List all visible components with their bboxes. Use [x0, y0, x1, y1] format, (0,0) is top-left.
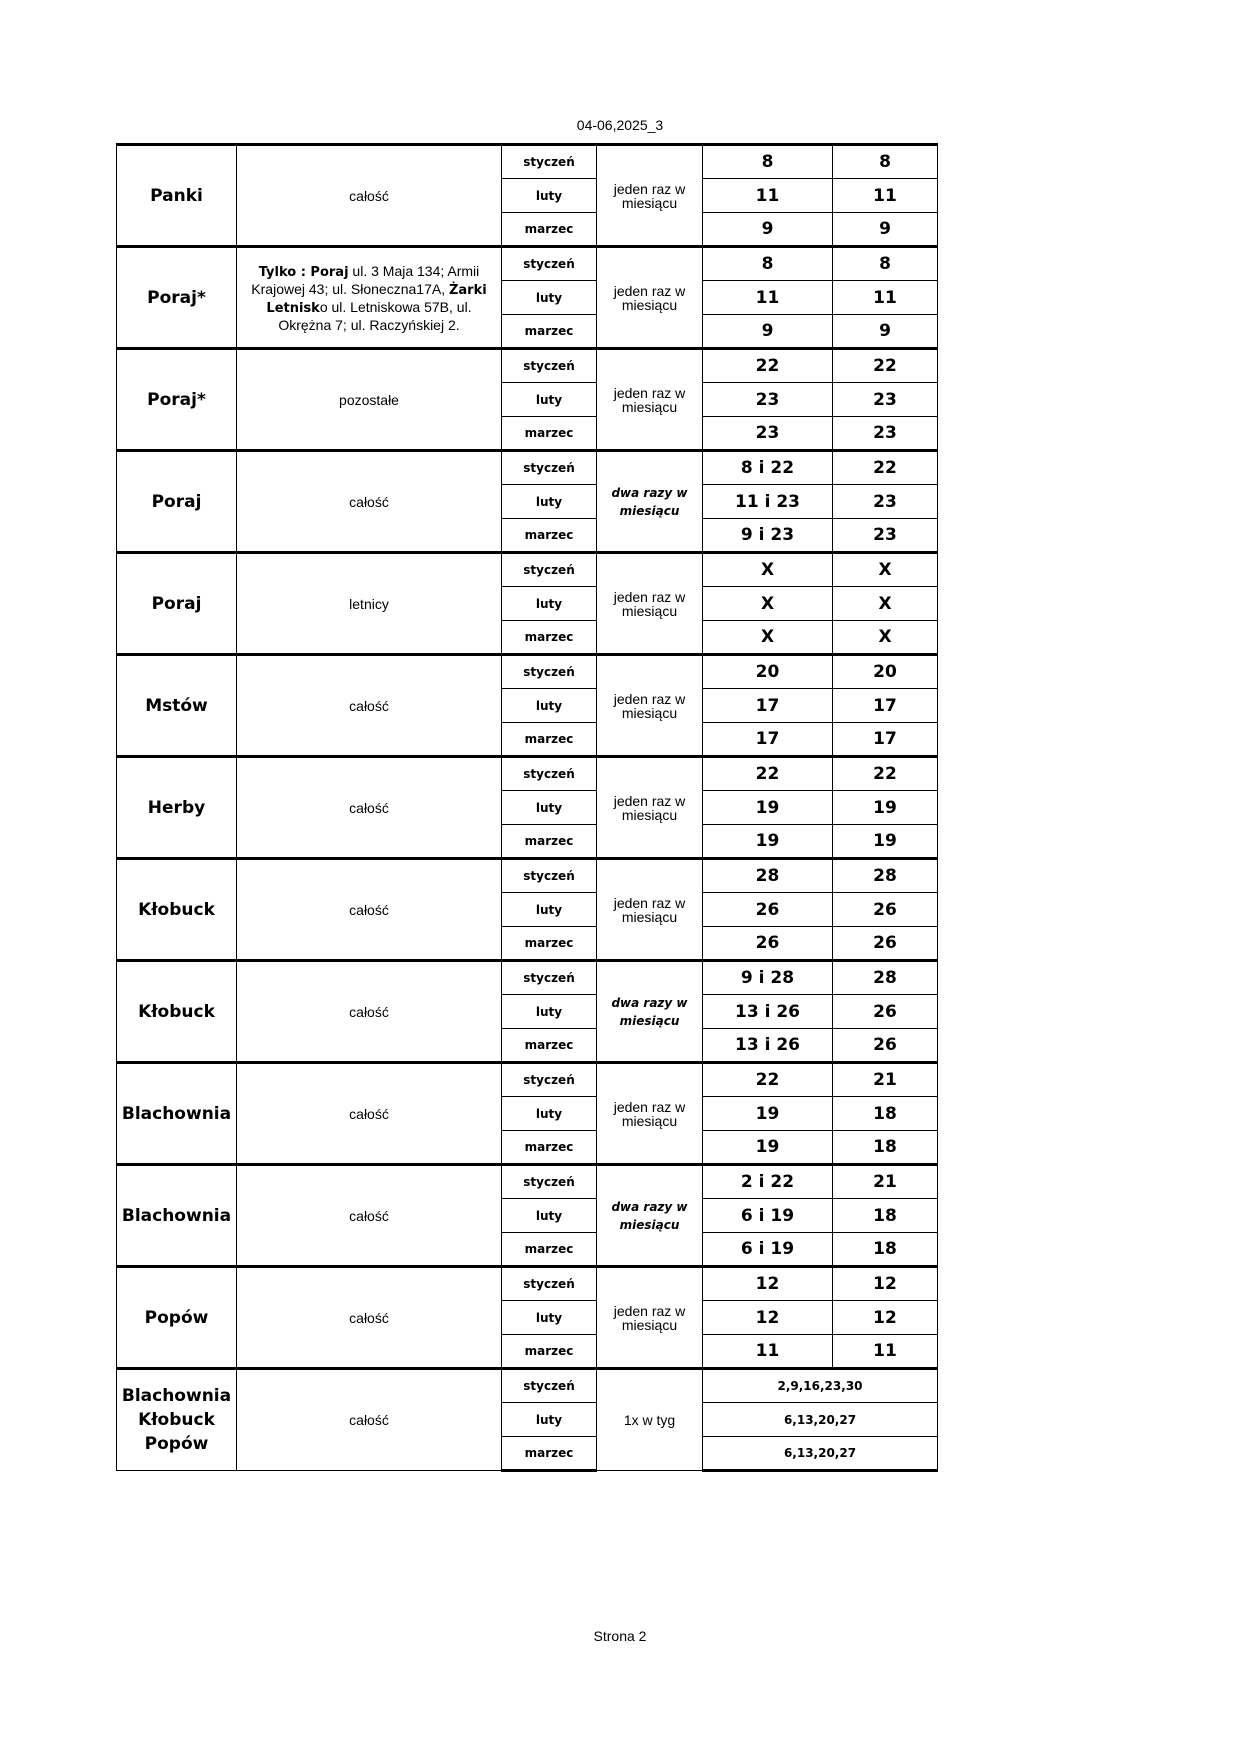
date-value-a: 11 — [703, 281, 833, 315]
date-value-b: 28 — [833, 961, 938, 995]
frequency-label: jeden raz w miesiącu — [597, 655, 703, 757]
date-value-b: 18 — [833, 1233, 938, 1267]
frequency-label: dwa razy w miesiącu — [597, 961, 703, 1063]
table-row — [117, 553, 938, 587]
date-value-b: 11 — [833, 281, 938, 315]
area-segment: Tylko : Poraj — [258, 264, 349, 280]
month-label: marzec — [502, 927, 597, 961]
date-value-a: 9 i 23 — [703, 519, 833, 553]
month-label: marzec — [502, 417, 597, 451]
group-name: Popów — [117, 1267, 237, 1369]
frequency-label: 1x w tyg — [597, 1369, 703, 1471]
month-label: marzec — [502, 315, 597, 349]
group-name: Poraj — [117, 553, 237, 655]
date-value-a: 11 — [703, 1335, 833, 1369]
date-value-b: X — [833, 553, 938, 587]
group-name: Poraj* — [117, 247, 237, 349]
month-label: marzec — [502, 621, 597, 655]
date-value-b: 21 — [833, 1063, 938, 1097]
date-value-b: 17 — [833, 723, 938, 757]
month-label: marzec — [502, 519, 597, 553]
date-value-b: 22 — [833, 757, 938, 791]
month-label: marzec — [502, 723, 597, 757]
group-name: Kłobuck — [117, 961, 237, 1063]
date-value-a: 23 — [703, 417, 833, 451]
date-value-a: 22 — [703, 349, 833, 383]
group-area: całość — [237, 961, 502, 1063]
date-value-a: 20 — [703, 655, 833, 689]
group-name: Blachownia — [117, 1165, 237, 1267]
frequency-label: jeden raz w miesiącu — [597, 859, 703, 961]
month-label: luty — [502, 1301, 597, 1335]
date-value-a: 8 i 22 — [703, 451, 833, 485]
table-row — [117, 757, 938, 791]
schedule-table — [116, 143, 938, 1472]
month-label: luty — [502, 587, 597, 621]
month-label: styczeń — [502, 1063, 597, 1097]
month-label: luty — [502, 689, 597, 723]
table-row — [117, 451, 938, 485]
date-value-b: 21 — [833, 1165, 938, 1199]
date-value-a: 9 i 28 — [703, 961, 833, 995]
date-value-b: 17 — [833, 689, 938, 723]
month-label: styczeń — [502, 145, 597, 179]
group-area — [237, 247, 502, 349]
date-value-a: 17 — [703, 689, 833, 723]
date-value-b: 22 — [833, 349, 938, 383]
date-value-a: 19 — [703, 791, 833, 825]
date-value-b: 18 — [833, 1199, 938, 1233]
date-value-a: 22 — [703, 1063, 833, 1097]
month-label: marzec — [502, 1029, 597, 1063]
group-area: całość — [237, 145, 502, 247]
month-label: luty — [502, 1097, 597, 1131]
month-label: styczeń — [502, 1369, 597, 1403]
group-name: Herby — [117, 757, 237, 859]
date-value-b: 23 — [833, 383, 938, 417]
date-value-b: 11 — [833, 179, 938, 213]
group-area: całość — [237, 1369, 502, 1471]
group-name: Blachownia — [117, 1063, 237, 1165]
area-segment: o ul. Letniskowa 57B, ul. Okrężna 7; ul. Raczyńskiej 2. — [278, 298, 472, 333]
month-label: styczeń — [502, 655, 597, 689]
month-label: marzec — [502, 1335, 597, 1369]
date-value-a: X — [703, 621, 833, 655]
date-value-a: 17 — [703, 723, 833, 757]
group-name-line: Kłobuck — [138, 1410, 215, 1430]
table-row — [117, 247, 938, 281]
date-value-b: 23 — [833, 485, 938, 519]
table-row — [117, 1369, 938, 1403]
date-value-a: 26 — [703, 893, 833, 927]
date-value-a: 19 — [703, 825, 833, 859]
group-name-line: Blachownia — [121, 1386, 232, 1406]
month-label: styczeń — [502, 757, 597, 791]
group-area: całość — [237, 859, 502, 961]
group-name-line: Popów — [144, 1434, 209, 1454]
date-value-b: 8 — [833, 247, 938, 281]
date-value-b: 8 — [833, 145, 938, 179]
date-value-merged: 2,9,16,23,30 — [703, 1369, 938, 1403]
frequency-label: dwa razy w miesiącu — [597, 1165, 703, 1267]
month-label: luty — [502, 179, 597, 213]
table-row — [117, 655, 938, 689]
date-value-b: 12 — [833, 1267, 938, 1301]
frequency-label: jeden raz w miesiącu — [597, 247, 703, 349]
month-label: styczeń — [502, 451, 597, 485]
table-row — [117, 145, 938, 179]
date-value-b: 26 — [833, 995, 938, 1029]
group-area: całość — [237, 451, 502, 553]
month-label: marzec — [502, 1131, 597, 1165]
group-area: letnicy — [237, 553, 502, 655]
date-value-a: X — [703, 553, 833, 587]
page-footer: Strona 2 — [593, 1628, 647, 1644]
month-label: styczeń — [502, 553, 597, 587]
date-value-b: 12 — [833, 1301, 938, 1335]
table-row — [117, 349, 938, 383]
date-value-a: 11 i 23 — [703, 485, 833, 519]
date-value-a: 2 i 22 — [703, 1165, 833, 1199]
date-value-b: 28 — [833, 859, 938, 893]
date-value-a: 13 i 26 — [703, 1029, 833, 1063]
group-area: całość — [237, 1165, 502, 1267]
group-area: całość — [237, 655, 502, 757]
date-value-a: 23 — [703, 383, 833, 417]
date-value-b: 18 — [833, 1097, 938, 1131]
month-label: styczeń — [502, 859, 597, 893]
group-name: Mstów — [117, 655, 237, 757]
date-value-a: 6 i 19 — [703, 1233, 833, 1267]
table-row — [117, 1267, 938, 1301]
date-value-b: 9 — [833, 213, 938, 247]
month-label: luty — [502, 1199, 597, 1233]
group-area: całość — [237, 1267, 502, 1369]
date-value-b: 9 — [833, 315, 938, 349]
month-label: luty — [502, 893, 597, 927]
date-value-merged: 6,13,20,27 — [703, 1437, 938, 1471]
date-value-a: 12 — [703, 1267, 833, 1301]
group-name: Kłobuck — [117, 859, 237, 961]
date-value-b: 22 — [833, 451, 938, 485]
month-label: marzec — [502, 213, 597, 247]
date-value-a: 26 — [703, 927, 833, 961]
date-value-a: 13 i 26 — [703, 995, 833, 1029]
date-value-a: 9 — [703, 213, 833, 247]
group-area: całość — [237, 1063, 502, 1165]
date-value-a: 19 — [703, 1097, 833, 1131]
area-segment: Żarki Letnisk — [266, 282, 487, 316]
month-label: luty — [502, 995, 597, 1029]
date-value-a: 6 i 19 — [703, 1199, 833, 1233]
frequency-label: jeden raz w miesiącu — [597, 757, 703, 859]
date-value-a: 28 — [703, 859, 833, 893]
month-label: styczeń — [502, 247, 597, 281]
page-header: 04-06,2025_3 — [576, 117, 664, 133]
table-row — [117, 859, 938, 893]
frequency-label: jeden raz w miesiącu — [597, 145, 703, 247]
group-area: całość — [237, 757, 502, 859]
table-row — [117, 1165, 938, 1199]
date-value-b: 11 — [833, 1335, 938, 1369]
month-label: styczeń — [502, 1267, 597, 1301]
date-value-a: 9 — [703, 315, 833, 349]
month-label: luty — [502, 791, 597, 825]
frequency-label: jeden raz w miesiącu — [597, 349, 703, 451]
date-value-b: X — [833, 587, 938, 621]
date-value-a: 8 — [703, 247, 833, 281]
date-value-b: 19 — [833, 791, 938, 825]
date-value-b: 20 — [833, 655, 938, 689]
frequency-label: jeden raz w miesiącu — [597, 1267, 703, 1369]
month-label: styczeń — [502, 961, 597, 995]
date-value-b: 26 — [833, 927, 938, 961]
date-value-b: 19 — [833, 825, 938, 859]
date-value-merged: 6,13,20,27 — [703, 1403, 938, 1437]
date-value-a: 8 — [703, 145, 833, 179]
group-name: Poraj — [117, 451, 237, 553]
month-label: luty — [502, 281, 597, 315]
date-value-a: 11 — [703, 179, 833, 213]
frequency-label: jeden raz w miesiącu — [597, 1063, 703, 1165]
month-label: luty — [502, 485, 597, 519]
date-value-b: 26 — [833, 893, 938, 927]
date-value-a: 12 — [703, 1301, 833, 1335]
date-value-b: 23 — [833, 417, 938, 451]
month-label: luty — [502, 383, 597, 417]
month-label: styczeń — [502, 349, 597, 383]
group-area: pozostałe — [237, 349, 502, 451]
group-name: Panki — [117, 145, 237, 247]
table-row — [117, 961, 938, 995]
date-value-b: 18 — [833, 1131, 938, 1165]
date-value-b: 26 — [833, 1029, 938, 1063]
date-value-a: X — [703, 587, 833, 621]
table-row — [117, 1063, 938, 1097]
month-label: marzec — [502, 825, 597, 859]
date-value-b: X — [833, 621, 938, 655]
date-value-a: 22 — [703, 757, 833, 791]
frequency-label: jeden raz w miesiącu — [597, 553, 703, 655]
month-label: marzec — [502, 1233, 597, 1267]
date-value-b: 23 — [833, 519, 938, 553]
frequency-label: dwa razy w miesiącu — [597, 451, 703, 553]
date-value-a: 19 — [703, 1131, 833, 1165]
month-label: marzec — [502, 1437, 597, 1471]
month-label: styczeń — [502, 1165, 597, 1199]
group-name: Poraj* — [117, 349, 237, 451]
month-label: luty — [502, 1403, 597, 1437]
area-segment: ul. 3 Maja 134; Armii Krajowej 43; ul. Słoneczna17A, — [251, 262, 480, 297]
group-name — [117, 1369, 237, 1471]
